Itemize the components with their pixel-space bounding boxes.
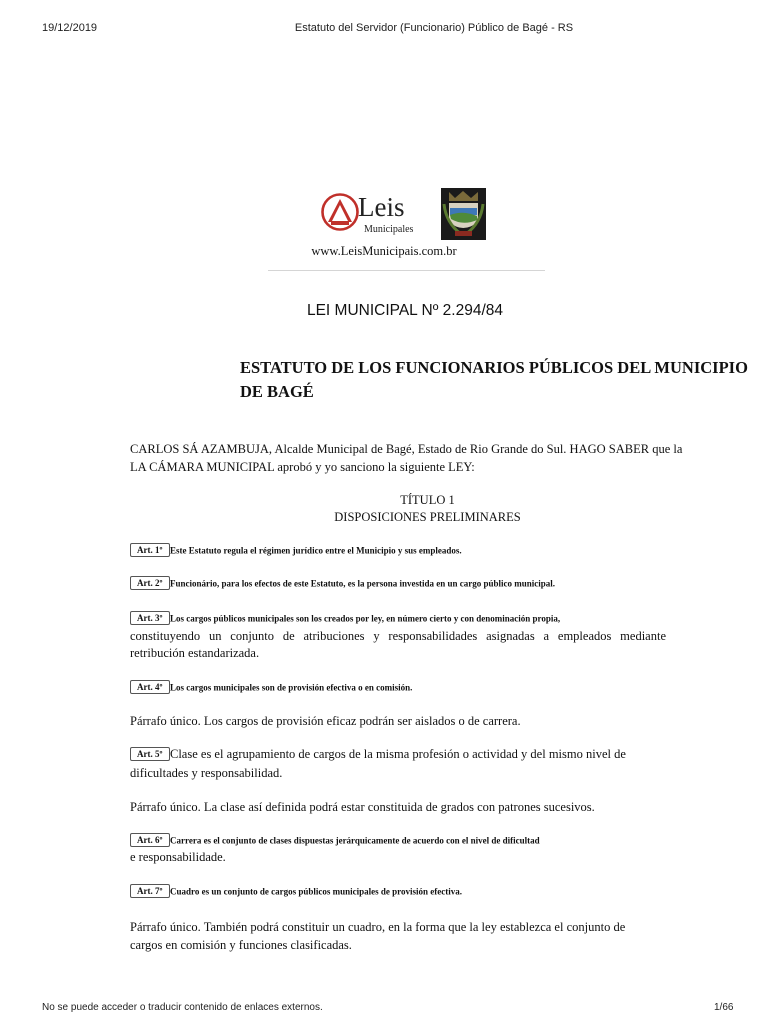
intro-line2: LA CÁMARA MUNICIPAL aprobó y yo sanciono la siguiente LEY: bbox=[130, 460, 475, 474]
article-text: Este Estatuto regula el régimen jurídico entre el Municipio y sus empleados. bbox=[170, 545, 462, 556]
site-url[interactable]: www.LeisMunicipais.com.br bbox=[311, 244, 457, 258]
section-subtitle: DISPOSICIONES PRELIMINARES bbox=[334, 510, 521, 524]
document-title-line1: ESTATUTO DE LOS FUNCIONARIOS PÚBLICOS DEL MUNICIPIO bbox=[240, 358, 748, 377]
document-title-line2: DE BAGÉ bbox=[240, 382, 314, 401]
article-tag[interactable]: Art. 4º bbox=[130, 680, 170, 694]
paragraph-art-4: Párrafo único. Los cargos de provisión eficaz podrán ser aislados o de carrera. bbox=[130, 714, 521, 728]
article-text: Los cargos municipales son de provisión efectiva o en comisión. bbox=[170, 682, 413, 693]
article-text: Funcionário, para los efectos de este Estatuto, es la persona investida en un cargo público municipal. bbox=[170, 578, 556, 589]
article-tag[interactable]: Art. 7º bbox=[130, 884, 170, 898]
article-7 bbox=[130, 882, 730, 900]
article-6 bbox=[130, 831, 730, 849]
divider bbox=[268, 270, 545, 271]
print-title: Estatuto del Servidor (Funcionario) Público de Bagé - RS bbox=[294, 22, 574, 34]
logo-subtitle: Municipales bbox=[364, 224, 414, 235]
print-date: 19/12/2019 bbox=[42, 22, 98, 34]
logo-word: Leis bbox=[358, 192, 405, 222]
article-2 bbox=[130, 574, 730, 592]
article-text: Cuadro es un conjunto de cargos públicos municipales de provisión efectiva. bbox=[170, 886, 462, 897]
external-links-notice: No se puede acceder o traducir contenido de enlaces externos. bbox=[42, 1002, 323, 1013]
section-title: TÍTULO 1 bbox=[400, 493, 455, 507]
bage-coat-of-arms-icon bbox=[441, 188, 486, 240]
paragraph-art-7-line2: cargos en comisión y funciones clasificadas. bbox=[130, 938, 352, 952]
article-tag[interactable]: Art. 5º bbox=[130, 747, 170, 761]
paragraph-art-5: Párrafo único. La clase así definida podrá estar constituida de grados con patrones sucesivos. bbox=[130, 800, 595, 814]
triangle-circle-icon bbox=[320, 192, 360, 232]
article-3-continuation: constituyendo un conjunto de atribuciones y responsabilidades asignadas a empleados mediante retribución estandarizada. bbox=[130, 629, 666, 660]
law-number: LEI MUNICIPAL Nº 2.294/84 bbox=[306, 302, 504, 319]
article-tag[interactable]: Art. 3º bbox=[130, 611, 170, 625]
article-5 bbox=[130, 745, 730, 763]
article-text: Clase es el agrupamiento de cargos de la misma profesión o actividad y del mismo nivel de bbox=[170, 746, 626, 761]
article-6-continuation: e responsabilidade. bbox=[130, 850, 226, 864]
article-3 bbox=[130, 609, 730, 627]
article-1 bbox=[130, 541, 730, 559]
article-text: Carrera es el conjunto de clases dispuestas jerárquicamente de acuerdo con el nivel de dificultad bbox=[170, 835, 540, 846]
article-tag[interactable]: Art. 2º bbox=[130, 576, 170, 590]
article-text: Los cargos públicos municipales son los creados por ley, en número cierto y con denominación propia, bbox=[170, 613, 561, 624]
document-title bbox=[240, 356, 760, 404]
intro-line1: CARLOS SÁ AZAMBUJA, Alcalde Municipal de Bagé, Estado de Rio Grande do Sul. HAGO SABER que la bbox=[130, 442, 683, 456]
leis-municipais-logo[interactable] bbox=[318, 186, 488, 242]
article-4 bbox=[130, 678, 730, 696]
article-5-continuation: dificultades y responsabilidad. bbox=[130, 766, 283, 780]
article-tag[interactable]: Art. 6º bbox=[130, 833, 170, 847]
article-tag[interactable]: Art. 1º bbox=[130, 543, 170, 557]
paragraph-art-7-line1: Párrafo único. También podrá constituir un cuadro, en la forma que la ley establezca el conjunto de bbox=[130, 920, 626, 934]
page-number: 1/66 bbox=[714, 1002, 734, 1013]
